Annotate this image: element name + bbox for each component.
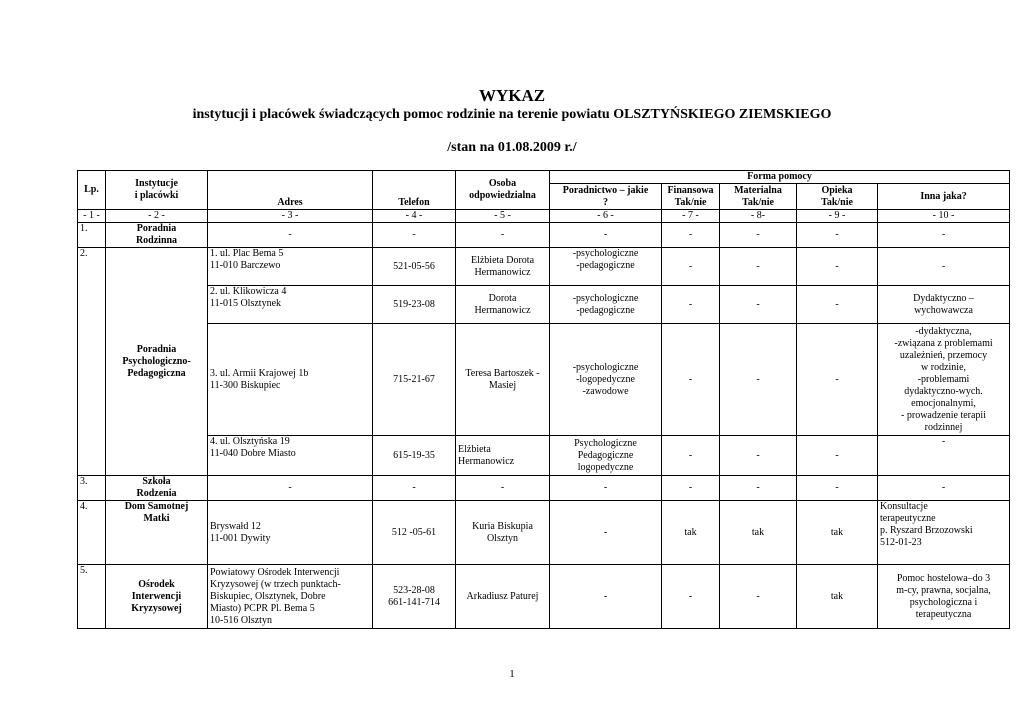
adres-line: 2. ul. Klikowicza 4 [210,286,287,297]
row-osoba [456,248,550,286]
row-telefon: - [373,476,456,501]
inna-line: -związana z problemami [894,337,993,349]
inna-line: terapeutyczna [915,608,972,620]
inna-line: - [941,260,946,272]
row-finansowa: - [662,565,720,629]
row-inna [878,565,1010,629]
header-materialna-line: Materialna [734,184,782,196]
header-osoba-line: odpowiedzialna [469,190,536,201]
poradnictwo-line: -pedagogiczne [576,304,635,316]
osoba-line: Elżbieta Dorota [470,254,535,266]
adres-line: 11-040 Dobre Miasto [210,448,296,459]
adres-line: Bryswałd 12 [210,520,261,532]
inna-line: Pomoc hostelowa–do 3 [896,572,991,584]
row-materialna: - [720,324,797,436]
header-opieka-line: Tak/nie [821,196,853,208]
row-telefon: - [373,223,456,248]
table-row [78,501,1010,565]
row-inna [878,436,1010,476]
poradnictwo-line: -psychologiczne [572,361,639,373]
poradnictwo-line: Psychologiczne [574,437,637,449]
header-lp: Lp. [78,171,106,210]
osoba-line: Dorota [488,292,517,304]
institution-line: Szkoła [142,476,171,487]
inna-line: w rodzinie, [921,361,967,373]
adres-line: 11-015 Olsztynek [210,298,282,309]
row-materialna: - [720,476,797,501]
row-osoba: - [456,223,550,248]
header-materialna [720,184,797,210]
row-adres [208,248,373,286]
institution-line: Interwencji [131,590,182,602]
row-telefon: 521-05-56 [373,248,456,286]
row-adres: - [208,476,373,501]
row-adres [208,436,373,476]
row-telefon [373,565,456,629]
inna-line: - [941,436,946,447]
row-osoba [456,286,550,324]
row-lp: 3. [78,476,106,501]
institution-line: Dom Samotnej [124,501,189,512]
row-telefon: 615-19-35 [373,436,456,476]
table-row [78,223,1010,248]
table-row [78,248,1010,286]
header-finansowa [662,184,720,210]
column-number: - 2 - [106,210,208,223]
header-forma-pomocy: Forma pomocy [550,171,1010,184]
header-poradnictwo-line: ? [603,196,608,208]
row-opieka: - [797,436,878,476]
inna-line: - prowadzenie terapii [901,409,986,421]
row-inna: - [878,223,1010,248]
inna-line: psychologiczna i [909,596,978,608]
row-opieka: tak [797,565,878,629]
row-materialna: tak [720,501,797,565]
row-poradnictwo: - [550,501,662,565]
poradnictwo-line: -logopedyczne [576,373,635,385]
header-adres: Adres [208,171,373,210]
adres-line: 1. ul. Plac Bema 5 [210,248,284,259]
row-finansowa: tak [662,501,720,565]
row-poradnictwo [550,286,662,324]
row-materialna: - [720,248,797,286]
osoba-line: Teresa Bartoszek - [465,367,540,379]
institution-line: Pedagogiczna [127,367,186,379]
adres-line: 11-001 Dywity [210,532,271,544]
inna-line: dydaktyczno-wych. [904,385,983,397]
institution-line: Ośrodek [138,578,175,590]
column-number: - 3 - [208,210,373,223]
institution-line: Poradnia [136,223,177,234]
row-adres [208,324,373,436]
row-materialna: - [720,565,797,629]
institution-line: Rodzinna [135,235,178,246]
row-institution [106,248,208,476]
document-title: WYKAZ [478,86,546,105]
row-opieka: - [797,476,878,501]
row-opieka: - [797,223,878,248]
row-osoba: - [456,476,550,501]
row-opieka: tak [797,501,878,565]
row-opieka: - [797,324,878,436]
poradnictwo-line: Pedagogiczne [577,449,634,461]
osoba-line: Hermanowicz [474,304,531,316]
row-inna [878,501,1010,565]
header-telefon: Telefon [373,171,456,210]
institution-line: Rodzenia [136,488,177,499]
row-adres: - [208,223,373,248]
telefon-line: 523-28-08 [393,584,435,596]
adres-line: 11-300 Biskupiec [210,379,281,391]
osoba-line: Olsztyn [486,532,519,544]
header-inna: Inna jaka? [878,184,1010,210]
document-subtitle: instytucji i placówek świadczących pomoc rodzinie na terenie powiatu OLSZTYŃSKIEGO ZIEMSKIEGO [192,107,832,122]
inna-line: Konsultacje [880,501,928,512]
row-inna [878,248,1010,286]
poradnictwo-line: -zawodowe [582,385,629,397]
institutions-table [77,170,1010,629]
column-number: - 4 - [373,210,456,223]
header-poradnictwo-line: Poradnictwo – jakie [562,184,649,196]
inna-line: m-cy, prawna, socjalna, [896,584,991,596]
column-number: - 5 - [456,210,550,223]
header-materialna-line: Tak/nie [742,196,774,208]
inna-line: wychowawcza [914,304,973,316]
osoba-line: Hermanowicz [458,455,515,467]
row-finansowa: - [662,223,720,248]
row-finansowa: - [662,286,720,324]
adres-line: Biskupiec, Olsztynek, Dobre [210,590,326,602]
header-opieka [797,184,878,210]
row-adres [208,565,373,629]
header-osoba [456,171,550,210]
inna-line: -problemami [917,373,970,385]
header-poradnictwo [550,184,662,210]
osoba-line: Hermanowicz [474,266,531,278]
inna-line: Dydaktyczno – [913,292,974,304]
row-telefon: 715-21-67 [373,324,456,436]
inna-line: -dydaktyczna, [915,325,972,337]
column-number: - 9 - [797,210,878,223]
institution-line: Matki [143,513,170,524]
row-opieka: - [797,248,878,286]
header-finansowa-line: Finansowa [667,184,714,196]
row-poradnictwo [550,248,662,286]
inna-line: uzależnień, przemocy [899,349,988,361]
header-finansowa-line: Tak/nie [674,196,707,208]
institution-line: Psychologiczno- [122,355,191,367]
table-row [78,286,1010,324]
poradnictwo-line: -pedagogiczne [576,260,635,271]
inna-line: terapeutyczne [880,513,936,524]
table-row [78,324,1010,436]
header-opieka-line: Opieka [821,184,853,196]
page-number: 1 [509,668,515,680]
header-osoba-line: Osoba [488,178,517,189]
adres-line: 10-516 Olsztyn [210,614,272,626]
inna-line: p. Ryszard Brzozowski [880,525,973,536]
institution-line: Poradnia [136,343,177,355]
row-finansowa: - [662,324,720,436]
document-date: /stan na 01.08.2009 r./ [447,140,577,155]
poradnictwo-line: logopedyczne [577,461,634,473]
row-adres [208,286,373,324]
inna-line: rodzinnej [924,421,963,433]
row-osoba [456,436,550,476]
row-lp: 5. [78,565,106,629]
adres-line: Miasto) PCPR Pl. Bema 5 [210,602,315,614]
poradnictwo-line: -psychologiczne [572,248,639,259]
row-materialna: - [720,286,797,324]
column-number-row [78,210,1010,223]
row-institution [106,565,208,629]
table-row [78,476,1010,501]
row-lp: 2. [78,248,106,476]
telefon-line: 661-141-714 [388,596,440,608]
row-institution [106,223,208,248]
row-materialna: - [720,223,797,248]
row-poradnictwo: - [550,223,662,248]
column-number: - 7 - [662,210,720,223]
row-telefon: 512 -05-61 [373,501,456,565]
inna-line: emocjonalnymi, [911,397,976,409]
adres-line: 11-010 Barczewo [210,260,281,271]
row-osoba: Arkadiusz Paturej [456,565,550,629]
row-institution [106,501,208,565]
header-instytucje-line: i placówki [134,190,179,201]
osoba-line: Masiej [488,379,517,391]
column-number: - 6 - [550,210,662,223]
row-lp: 4. [78,501,106,565]
row-finansowa: - [662,248,720,286]
row-osoba [456,501,550,565]
header-instytucje [106,171,208,210]
row-finansowa: - [662,476,720,501]
row-osoba [456,324,550,436]
header-row [78,171,1010,184]
column-number: - 8- [720,210,797,223]
adres-line: Kryzysowej (w trzech punktach- [210,578,341,590]
row-inna: - [878,476,1010,501]
row-finansowa: - [662,436,720,476]
column-number: - 1 - [78,210,106,223]
adres-line: 4. ul. Olsztyńska 19 [210,436,290,447]
row-inna [878,286,1010,324]
row-telefon: 519-23-08 [373,286,456,324]
adres-line: 3. ul. Armii Krajowej 1b [210,367,309,379]
row-poradnictwo [550,436,662,476]
header-instytucje-line: Instytucje [135,178,178,189]
osoba-line: Kuria Biskupia [472,520,533,532]
adres-line: Powiatowy Ośrodek Interwencji [210,566,340,578]
osoba-line: Elżbieta [458,443,491,455]
row-inna [878,324,1010,436]
inna-line: 512-01-23 [880,537,922,548]
column-number: - 10 - [878,210,1010,223]
row-adres [208,501,373,565]
poradnictwo-line: -psychologiczne [572,292,639,304]
row-lp: 1. [78,223,106,248]
row-institution [106,476,208,501]
table-row [78,565,1010,629]
row-poradnictwo: - [550,565,662,629]
row-poradnictwo [550,324,662,436]
institution-line: Kryzysowej [131,602,182,614]
table-row [78,436,1010,476]
row-poradnictwo: - [550,476,662,501]
row-materialna: - [720,436,797,476]
row-opieka: - [797,286,878,324]
